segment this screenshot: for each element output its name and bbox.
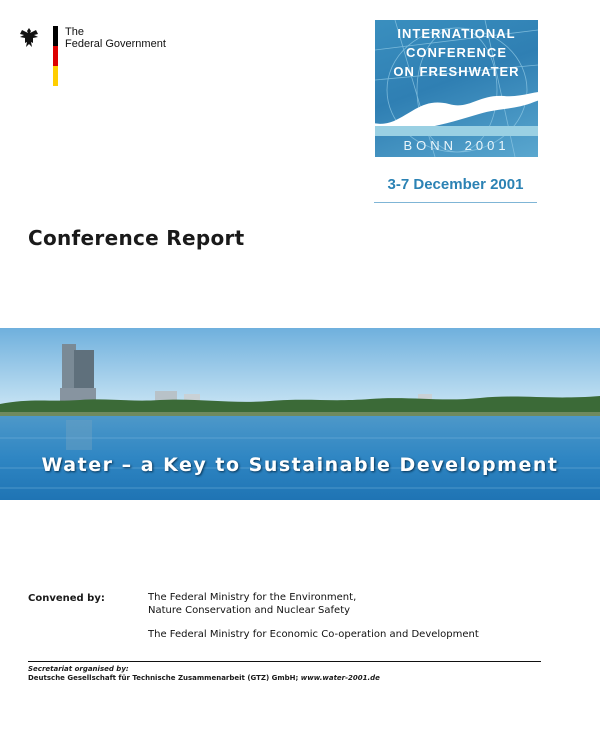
secretariat-organisation <box>28 674 380 682</box>
convener-1-line-1: The Federal Ministry for the Environment, <box>148 592 357 603</box>
page-title: Conference Report <box>28 226 245 250</box>
convened-by-label: Convened by: <box>28 593 105 604</box>
date-underline <box>374 202 537 203</box>
secretariat-website-link[interactable]: www.water-2001.de <box>300 674 380 682</box>
gov-line-1: The <box>65 26 84 38</box>
logo-city-year: BONN 2001 <box>403 138 510 153</box>
wave-graphic <box>339 86 579 136</box>
logo-title-line-2: CONFERENCE <box>405 45 507 60</box>
logo-title <box>375 24 538 81</box>
german-flag-bar <box>53 26 58 86</box>
logo-title-line-1: INTERNATIONAL <box>397 26 516 41</box>
logo-title-line-3: ON FRESHWATER <box>393 64 520 79</box>
banner-tagline: Water – a Key to Sustainable Development <box>41 454 559 476</box>
conference-date: 3-7 December 2001 <box>387 176 524 193</box>
secretariat-label: Secretariat organised by: <box>28 665 129 673</box>
convener-ministry-environment <box>148 591 568 617</box>
federal-eagle-icon <box>18 26 40 50</box>
federal-government-mark <box>18 26 218 86</box>
gov-line-2: Federal Government <box>65 38 166 50</box>
footer-divider <box>28 661 541 662</box>
conference-logo <box>339 20 579 160</box>
convener-1-line-2: Nature Conservation and Nuclear Safety <box>148 605 351 616</box>
convener-ministry-development: The Federal Ministry for Economic Co-operation and Development <box>148 629 479 640</box>
secretariat-name: Deutsche Gesellschaft für Technische Zusammenarbeit (GTZ) GmbH; <box>28 674 299 682</box>
government-label <box>65 26 166 50</box>
